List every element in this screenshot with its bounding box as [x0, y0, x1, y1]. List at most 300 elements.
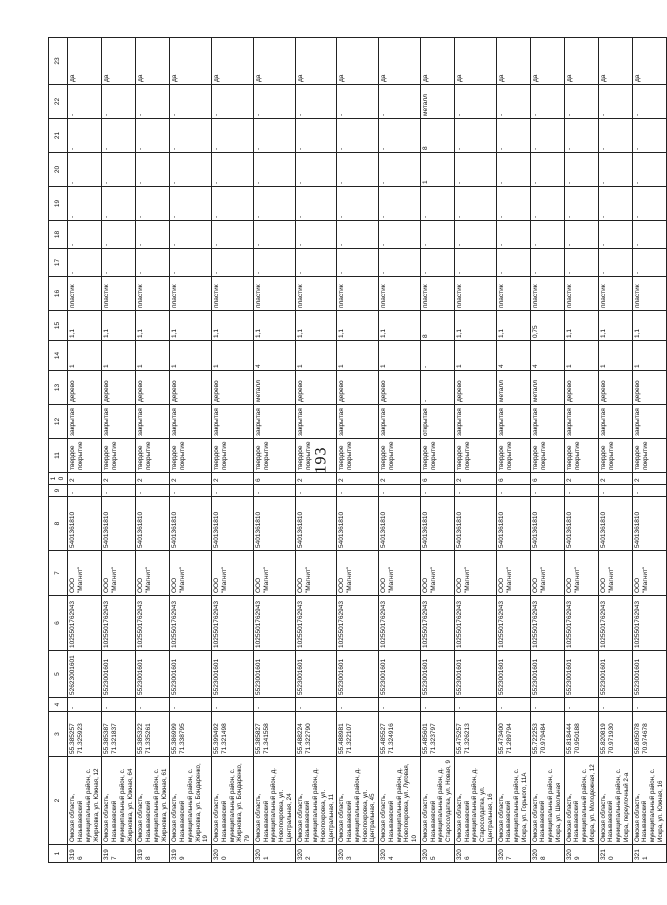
table-cell: 4 [496, 341, 530, 371]
table-cell: 5523001601 [564, 651, 598, 698]
column-number-cell: 21 [49, 119, 68, 153]
column-number-cell: 4 [49, 698, 68, 712]
table-cell: - [102, 485, 136, 497]
table-cell: дерево [295, 371, 337, 405]
table-cell: Омская область, Называевский муниципальный район, д. Старосолдатка, ул. Центральная, 16 [454, 757, 496, 845]
table-cell: - [295, 119, 337, 153]
table-cell: 5401361810 [564, 497, 598, 551]
table-cell: Омская область, Называевский муниципальный район, с. Жирновка, ул. Южная, 61 [136, 757, 170, 845]
table-cell: 1 [379, 341, 421, 371]
table-cell: пластик [136, 277, 170, 311]
table-cell: 3208 [530, 845, 564, 863]
table-cell: 1025501762943 [530, 596, 564, 651]
table-cell: - [337, 85, 379, 119]
table-cell: 2 [379, 473, 421, 485]
table-cell: 1,1 [253, 311, 295, 341]
table-row [530, 38, 564, 863]
table-cell: - [212, 187, 254, 221]
table-cell: пластик [632, 277, 666, 311]
table-cell: - [454, 187, 496, 221]
table-cell: 1 [68, 341, 102, 371]
table-cell: - [68, 485, 102, 497]
table-cell: - [496, 187, 530, 221]
table-cell: - [253, 119, 295, 153]
table-cell: 3200 [212, 845, 254, 863]
table-cell: - [598, 153, 632, 187]
table-cell: 5401361810 [496, 497, 530, 551]
table-cell: - [170, 85, 212, 119]
table-cell: 5401361810 [68, 497, 102, 551]
table-cell: 5523001601 [253, 651, 295, 698]
column-number-cell: 5 [49, 651, 68, 698]
table-cell: 1,1 [170, 311, 212, 341]
table-cell: металл [496, 371, 530, 405]
table-cell: - [253, 698, 295, 712]
table-cell: закрытая [170, 405, 212, 439]
table-cell: Омская область, Называевский муниципальный район, с. Жирновка, ул. Бондаренко, 79 [212, 757, 254, 845]
table-cell: - [337, 153, 379, 187]
table-cell: ООО "Магнит" [253, 551, 295, 596]
table-cell: 1 [136, 341, 170, 371]
table-row [102, 38, 136, 863]
table-cell: 1 [632, 341, 666, 371]
table-cell: - [102, 249, 136, 277]
table-cell: - [253, 153, 295, 187]
table-cell: - [102, 698, 136, 712]
table-cell: - [337, 221, 379, 249]
table-cell: 6 [496, 473, 530, 485]
table-cell: да [136, 38, 170, 85]
table-cell: - [598, 119, 632, 153]
table-cell: 3211 [632, 845, 666, 863]
table-cell: ООО "Магнит" [420, 551, 454, 596]
registry-table-rotated [48, 38, 664, 863]
table-cell: 1,1 [102, 311, 136, 341]
table-cell: ООО "Магнит" [212, 551, 254, 596]
table-cell: 1025501762943 [170, 596, 212, 651]
table-cell: - [136, 249, 170, 277]
table-cell: - [170, 187, 212, 221]
table-cell: 4 [253, 341, 295, 371]
table-cell: Омская область, Называевский муниципальный район, д. Новопокровка, ул. Луговая, 10 [379, 757, 421, 845]
table-cell: - [420, 221, 454, 249]
table-cell: ООО "Магнит" [632, 551, 666, 596]
table-cell: твердое покрытие [337, 439, 379, 473]
table-cell: - [496, 249, 530, 277]
column-number-cell: 16 [49, 277, 68, 311]
column-number-cell: 9 [49, 485, 68, 497]
table-cell: да [253, 38, 295, 85]
table-cell: 0,75 [530, 311, 564, 341]
table-cell: 55.385827 71.341558 [253, 712, 295, 757]
table-cell: - [632, 221, 666, 249]
table-cell: - [212, 119, 254, 153]
table-cell: дерево [136, 371, 170, 405]
table-cell: 2 [212, 473, 254, 485]
table-cell: закрытая [454, 405, 496, 439]
table-cell: да [632, 38, 666, 85]
table-cell: 1 [102, 341, 136, 371]
table-cell: - [136, 85, 170, 119]
column-number-cell: 8 [49, 497, 68, 551]
table-cell: пластик [530, 277, 564, 311]
table-cell: - [379, 485, 421, 497]
table-cell: 1025501762943 [598, 596, 632, 651]
table-cell: закрытая [136, 405, 170, 439]
column-number-cell: 1 [49, 845, 68, 863]
table-cell: - [295, 698, 337, 712]
table-cell: Омская область, Называевский муниципальный район, с. Искра, ул. Горького, 11А [496, 757, 530, 845]
table-cell: 2 [295, 473, 337, 485]
table-cell: пластик [295, 277, 337, 311]
table-cell: - [420, 187, 454, 221]
table-cell: 1,1 [632, 311, 666, 341]
table-cell: - [102, 153, 136, 187]
table-cell: - [598, 249, 632, 277]
table-cell: Омская область, Называевский муниципальный район, с. Искра, переулочный 2-а [598, 757, 632, 845]
table-cell: - [337, 698, 379, 712]
column-number-cell: 15 [49, 311, 68, 341]
table-cell: пластик [598, 277, 632, 311]
table-row [212, 38, 254, 863]
table-cell: 1,1 [454, 311, 496, 341]
table-cell: 3206 [454, 845, 496, 863]
column-number-cell: 19 [49, 187, 68, 221]
column-number-row [49, 38, 68, 863]
table-cell: - [136, 187, 170, 221]
table-row [496, 38, 530, 863]
table-cell: твердое покрытие [68, 439, 102, 473]
table-cell: 5401361810 [632, 497, 666, 551]
table-cell: 3201 [253, 845, 295, 863]
table-cell: пластик [454, 277, 496, 311]
table-cell: 3197 [102, 845, 136, 863]
table-cell: закрытая [379, 405, 421, 439]
table-cell: пластик [212, 277, 254, 311]
table-row [337, 38, 379, 863]
table-cell: твердое покрытие [632, 439, 666, 473]
column-number-cell: 14 [49, 341, 68, 371]
table-cell: - [632, 85, 666, 119]
table-cell: да [420, 38, 454, 85]
table-cell: твердое покрытие [598, 439, 632, 473]
table-cell: металл [253, 371, 295, 405]
table-cell: Омская область, Называевский муниципальный район, с. Жирновка, ул. Южная, 12 [68, 757, 102, 845]
table-cell: пластик [379, 277, 421, 311]
table-cell: - [212, 485, 254, 497]
table-cell: 55.488981 71.322107 [337, 712, 379, 757]
table-cell: да [295, 38, 337, 85]
table-cell: 5401361810 [379, 497, 421, 551]
table-cell: - [212, 698, 254, 712]
table-cell: - [379, 221, 421, 249]
table-cell: - [496, 485, 530, 497]
table-cell: - [598, 485, 632, 497]
table-cell: - [337, 485, 379, 497]
table-cell: 3205 [420, 845, 454, 863]
table-cell: - [136, 119, 170, 153]
table-cell: 1025501762943 [136, 596, 170, 651]
table-cell: 3203 [337, 845, 379, 863]
table-cell: да [212, 38, 254, 85]
table-cell: 2 [337, 473, 379, 485]
table-cell: 55.805078 70.974678 [632, 712, 666, 757]
table-cell: 6 [253, 473, 295, 485]
table-cell: - [379, 698, 421, 712]
table-cell: 1025501762943 [212, 596, 254, 651]
table-cell: 1,1 [379, 311, 421, 341]
table-cell: закрытая [68, 405, 102, 439]
table-cell: 5523001601 [496, 651, 530, 698]
table-cell: - [454, 249, 496, 277]
table-cell: 55.488224 71.322790 [295, 712, 337, 757]
table-row [68, 38, 102, 863]
table-cell: 5401361810 [530, 497, 564, 551]
table-cell: - [632, 153, 666, 187]
column-number-cell: 10 [49, 473, 68, 485]
table-cell: - [379, 249, 421, 277]
table-cell: 3207 [496, 845, 530, 863]
table-row [632, 38, 666, 863]
table-row [253, 38, 295, 863]
table-cell: 55.485527 71.324916 [379, 712, 421, 757]
table-cell: - [295, 153, 337, 187]
table-cell: ООО "Магнит" [564, 551, 598, 596]
column-number-cell: 23 [49, 38, 68, 85]
table-cell: - [564, 221, 598, 249]
table-cell: 5401361810 [454, 497, 496, 551]
table-row [379, 38, 421, 863]
table-cell: твердое покрытие [564, 439, 598, 473]
table-cell: - [170, 249, 212, 277]
table-cell: - [564, 249, 598, 277]
table-cell: - [170, 153, 212, 187]
table-cell: - [68, 221, 102, 249]
table-cell: - [530, 187, 564, 221]
table-cell: - [170, 485, 212, 497]
table-cell: 8 [420, 119, 454, 153]
table-cell: 5401361810 [598, 497, 632, 551]
table-cell: - [337, 187, 379, 221]
table-cell: 1025501762943 [564, 596, 598, 651]
table-cell: - [530, 249, 564, 277]
table-cell: 3202 [295, 845, 337, 863]
table-cell: - [496, 221, 530, 249]
table-cell: - [454, 485, 496, 497]
table-cell: - [496, 85, 530, 119]
table-cell: закрытая [212, 405, 254, 439]
table-cell: 1 [420, 153, 454, 187]
table-cell: дерево [564, 371, 598, 405]
table-cell: 3209 [564, 845, 598, 863]
table-cell: 3196 [68, 845, 102, 863]
table-cell: - [379, 153, 421, 187]
table-cell: 55.820819 70.971930 [598, 712, 632, 757]
table-cell: - [337, 119, 379, 153]
table-cell: закрытая [253, 405, 295, 439]
table-cell: 4 [530, 341, 564, 371]
table-cell: - [253, 485, 295, 497]
table-cell: - [379, 187, 421, 221]
registry-table [48, 37, 667, 863]
table-cell: - [564, 85, 598, 119]
table-cell: твердое покрытие [496, 439, 530, 473]
table-cell: - [454, 119, 496, 153]
table-cell: да [337, 38, 379, 85]
table-cell: 2 [632, 473, 666, 485]
table-cell: 55.399492 71.321498 [212, 712, 254, 757]
table-cell: - [136, 221, 170, 249]
table-cell: ООО "Магнит" [337, 551, 379, 596]
column-number-cell: 13 [49, 371, 68, 405]
table-cell: - [212, 153, 254, 187]
table-cell: - [295, 221, 337, 249]
table-cell: - [598, 698, 632, 712]
table-cell: 2 [598, 473, 632, 485]
table-cell: - [68, 153, 102, 187]
table-cell: дерево [68, 371, 102, 405]
table-cell: ООО "Магнит" [295, 551, 337, 596]
table-cell: Омская область, Называевский муниципальный район, с. Жирновка, ул. Южная, 64 [102, 757, 136, 845]
table-cell: - [337, 249, 379, 277]
table-cell: - [170, 221, 212, 249]
table-cell: 5401361810 [170, 497, 212, 551]
table-cell: закрытая [530, 405, 564, 439]
table-cell: - [454, 698, 496, 712]
table-cell: пластик [564, 277, 598, 311]
table-cell: 5401361810 [295, 497, 337, 551]
table-cell: 1 [170, 341, 212, 371]
table-cell: 5523001601 [420, 651, 454, 698]
table-cell: - [102, 221, 136, 249]
table-cell: да [598, 38, 632, 85]
table-cell: твердое покрытие [454, 439, 496, 473]
table-cell: 1 [337, 341, 379, 371]
table-cell: 1,1 [295, 311, 337, 341]
column-number-cell: 20 [49, 153, 68, 187]
table-cell: да [170, 38, 212, 85]
table-cell: - [530, 153, 564, 187]
table-cell: - [295, 85, 337, 119]
table-cell: 1025501762943 [337, 596, 379, 651]
table-cell: 5401361810 [253, 497, 295, 551]
table-cell: 1 [454, 341, 496, 371]
table-cell: дерево [170, 371, 212, 405]
table-cell: 55.473400 71.289794 [496, 712, 530, 757]
table-cell: твердое покрытие [102, 439, 136, 473]
table-cell: - [379, 85, 421, 119]
table-cell: Омская область, Называевский муниципальный район, д. Новопокровка, ул. Центральная, 11 [295, 757, 337, 845]
table-cell: 1,1 [598, 311, 632, 341]
table-cell: Омская область, Называевский муниципальный район, с. Искра, ул. Молодежная, 12 [564, 757, 598, 845]
table-cell: 1 [564, 341, 598, 371]
table-cell: 3204 [379, 845, 421, 863]
table-cell: ООО "Магнит" [530, 551, 564, 596]
table-cell: 6 [530, 473, 564, 485]
table-cell: 3210 [598, 845, 632, 863]
table-cell: дерево [212, 371, 254, 405]
table-cell: твердое покрытие [253, 439, 295, 473]
table-cell: - [68, 698, 102, 712]
table-cell: ООО "Магнит" [379, 551, 421, 596]
table-cell: - [632, 187, 666, 221]
table-cell: - [170, 698, 212, 712]
table-cell: 5523001601 [454, 651, 496, 698]
table-cell: - [632, 249, 666, 277]
table-cell: металл [420, 85, 454, 119]
column-number-cell: 6 [49, 596, 68, 651]
table-cell: 1025501762943 [420, 596, 454, 651]
table-cell: пластик [420, 277, 454, 311]
table-cell: - [295, 485, 337, 497]
column-number-cell: 22 [49, 85, 68, 119]
table-cell: Омская область, Называевский муниципальный район, д. Новопокровка, ул. Центральная, 45 [337, 757, 379, 845]
table-cell: - [295, 187, 337, 221]
table-cell: 55.385387 71.321837 [102, 712, 136, 757]
table-cell: да [379, 38, 421, 85]
table-cell: 1,1 [564, 311, 598, 341]
table-cell: - [295, 249, 337, 277]
table-row [136, 38, 170, 863]
table-cell: - [454, 85, 496, 119]
column-number-cell: 11 [49, 439, 68, 473]
table-cell: - [564, 698, 598, 712]
table-cell: - [632, 698, 666, 712]
table-cell: - [170, 119, 212, 153]
table-cell: 5401361810 [212, 497, 254, 551]
table-cell: дерево [632, 371, 666, 405]
table-cell: 55.722253 70.979484 [530, 712, 564, 757]
table-cell: 5523001601 [170, 651, 212, 698]
table-cell: - [564, 485, 598, 497]
table-cell: 5523001601 [530, 651, 564, 698]
table-cell: 5401361810 [420, 497, 454, 551]
table-cell: - [530, 698, 564, 712]
page-number-text: 193 [312, 446, 329, 474]
table-cell: 2 [68, 473, 102, 485]
table-cell: 5523001601 [379, 651, 421, 698]
table-cell: 5523001601 [295, 651, 337, 698]
table-cell: - [212, 85, 254, 119]
table-cell: 2 [454, 473, 496, 485]
table-cell: 5523001601 [337, 651, 379, 698]
table-cell: открытая [420, 405, 454, 439]
table-cell: пластик [337, 277, 379, 311]
table-cell: - [420, 341, 454, 371]
table-cell: да [68, 38, 102, 85]
table-cell: - [564, 119, 598, 153]
table-cell: твердое покрытие [420, 439, 454, 473]
table-cell: закрытая [337, 405, 379, 439]
table-cell: - [68, 119, 102, 153]
table-cell: дерево [379, 371, 421, 405]
table-cell: 55.385322 71.335261 [136, 712, 170, 757]
table-cell: да [496, 38, 530, 85]
table-cell: 1,1 [136, 311, 170, 341]
table-cell: 2 [136, 473, 170, 485]
table-cell: - [68, 85, 102, 119]
table-cell: ООО "Магнит" [598, 551, 632, 596]
table-cell: 5523001601 [136, 651, 170, 698]
table-cell: дерево [454, 371, 496, 405]
table-cell: ООО "Магнит" [454, 551, 496, 596]
table-cell: дерево [102, 371, 136, 405]
table-cell: - [102, 187, 136, 221]
table-cell: закрытая [564, 405, 598, 439]
table-cell: - [136, 698, 170, 712]
column-number-cell: 12 [49, 405, 68, 439]
table-cell: - [564, 153, 598, 187]
